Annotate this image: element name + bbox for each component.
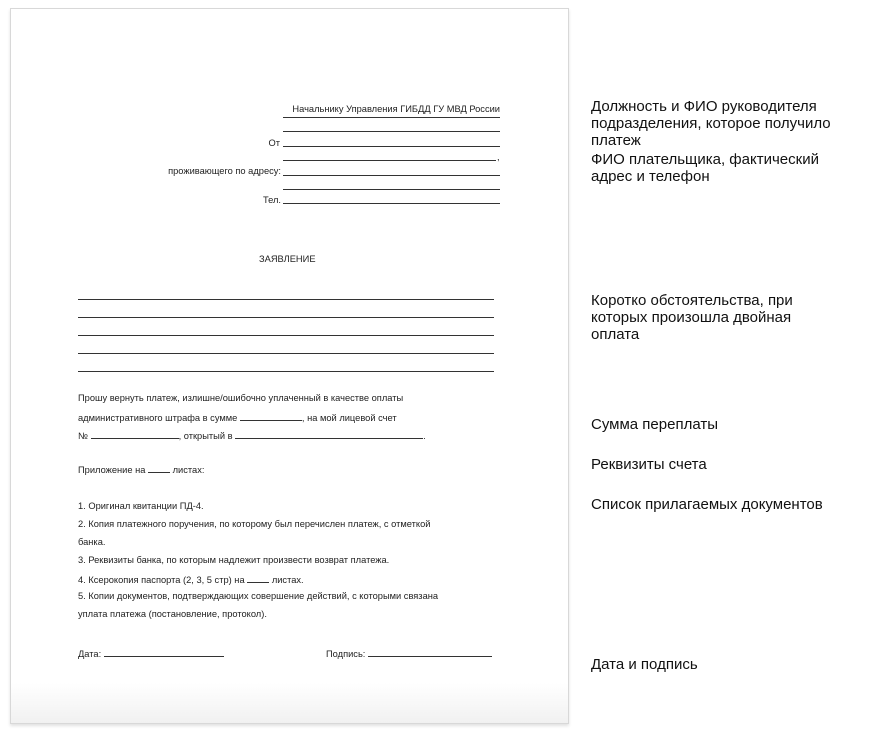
- blank-line: [283, 160, 496, 161]
- annotation-documents: Список прилагаемых документов: [591, 496, 823, 513]
- annotation-account: Реквизиты счета: [591, 456, 707, 473]
- date-field: Дата:: [78, 647, 224, 660]
- circumstances-line: [78, 299, 494, 300]
- from-label: От: [268, 138, 280, 148]
- circumstances-line: [78, 353, 494, 354]
- document-title: ЗАЯВЛЕНИЕ: [259, 254, 316, 264]
- phone-label: Тел.: [262, 195, 281, 205]
- annotation-date-sign: Дата и подпись: [591, 656, 698, 673]
- annotation-payer: ФИО плательщика, фактический адрес и телефон: [591, 151, 819, 185]
- list-item: банка.: [78, 537, 106, 547]
- list-item: 1. Оригинал квитанции ПД-4.: [78, 501, 204, 511]
- list-item: уплата платежа (постановление, протокол).: [78, 609, 267, 619]
- annotation-circumstances: Коротко обстоятельства, при которых произошла двойная оплата: [591, 292, 793, 343]
- address-line: [283, 175, 500, 176]
- blank-line: [283, 189, 500, 190]
- annotation-head: Должность и ФИО руководителя подразделения, которое получило платеж: [591, 98, 831, 149]
- phone-line: [283, 203, 500, 204]
- from-line: [283, 146, 500, 147]
- list-item: 5. Копии документов, подтверждающих совершение действий, с которыми связана: [78, 591, 439, 601]
- circumstances-line: [78, 317, 494, 318]
- address-label: проживающего по адресу:: [168, 166, 281, 176]
- circumstances-line: [78, 335, 494, 336]
- annotation-overpayment: Сумма переплаты: [591, 416, 718, 433]
- attachment-count: Приложение на листах:: [78, 465, 205, 475]
- list-item: 4. Ксерокопия паспорта (2, 3, 5 стр) на листах.: [78, 575, 304, 585]
- signature-field: Подпись:: [326, 647, 492, 660]
- request-text: административного штрафа в сумме , на мой лицевой счет: [78, 413, 397, 423]
- list-item: 3. Реквизиты банка, по которым надлежит произвести возврат платежа.: [78, 555, 390, 565]
- request-text: № , открытый в .: [78, 431, 426, 441]
- addressee: Начальнику Управления ГИБДД ГУ МВД России: [292, 104, 500, 114]
- blank-line: [283, 131, 500, 132]
- blank-line: [283, 117, 500, 118]
- request-text: Прошу вернуть платеж, излишне/ошибочно уплаченный в качестве оплаты: [78, 393, 404, 403]
- list-item: 2. Копия платежного поручения, по которому был перечислен платеж, с отметкой: [78, 519, 431, 529]
- circumstances-line: [78, 371, 494, 372]
